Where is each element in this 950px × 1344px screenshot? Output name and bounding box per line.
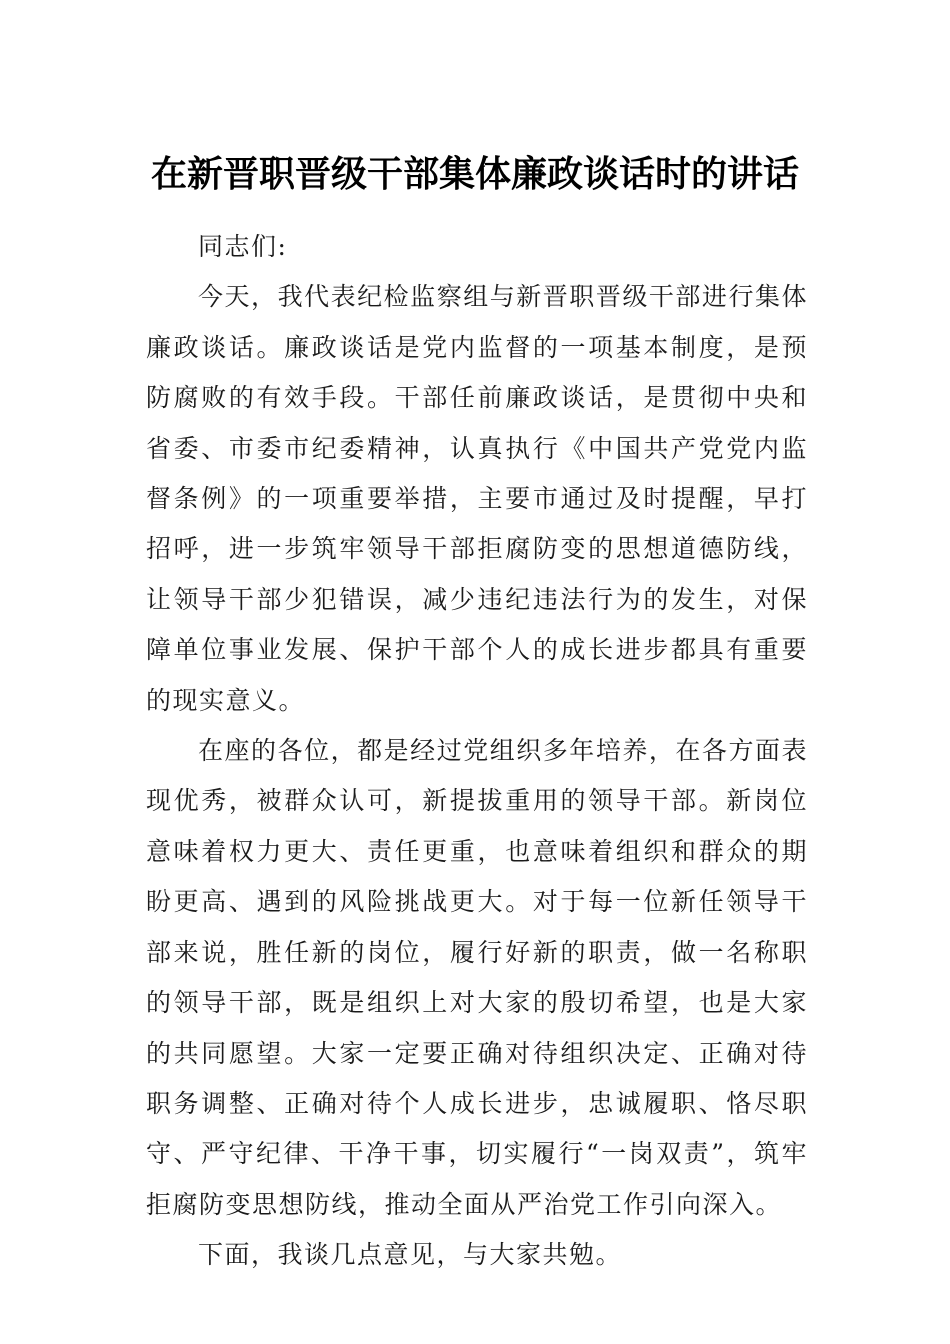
salutation-paragraph: 同志们: (198, 232, 288, 261)
body-paragraph: 下面，我谈几点意见，与大家共勉。 (198, 1240, 623, 1270)
body-paragraph: 在座的各位，都是经过党组织多年培养，在各方面表现优秀，被群众认可，新提拔重用的领导干部。新岗位意味着权力更大、责任更重，也意味着组织和群众的期盼更高、遇到的风险挑战更大。对于每一位新任领导干部来说，胜任新的岗位，履行好新的职责，做一名称职的领导干部，既是组织上对大家的殷切希望，也是大家的共同愿望。大家一定要正确对待组织决定、正确对待职务调整、正确对待个人成长进步，忠诚履职、恪尽职守、严守纪律、干净干事，切实履行“一岗双责”，筑牢拒腐防变思想防线，推动全面从严治党工作引向深入。 (146, 736, 808, 1219)
document-body (146, 222, 808, 1281)
body-paragraph: 今天，我代表纪检监察组与新晋职晋级干部进行集体廉政谈话。廉政谈话是党内监督的一项基本制度，是预防腐败的有效手段。干部任前廉政谈话，是贯彻中央和省委、市委市纪委精神，认真执行《中国共产党党内监督条例》的一项重要举措，主要市通过及时提醒，早打招呼，进一步筑牢领导干部拒腐防变的思想道德防线，让领导干部少犯错误，减少违纪违法行为的发生，对保障单位事业发展、保护干部个人的成长进步都具有重要的现实意义。 (146, 282, 808, 715)
document-title: 在新晋职晋级干部集体廉政谈话时的讲话 (150, 153, 799, 195)
